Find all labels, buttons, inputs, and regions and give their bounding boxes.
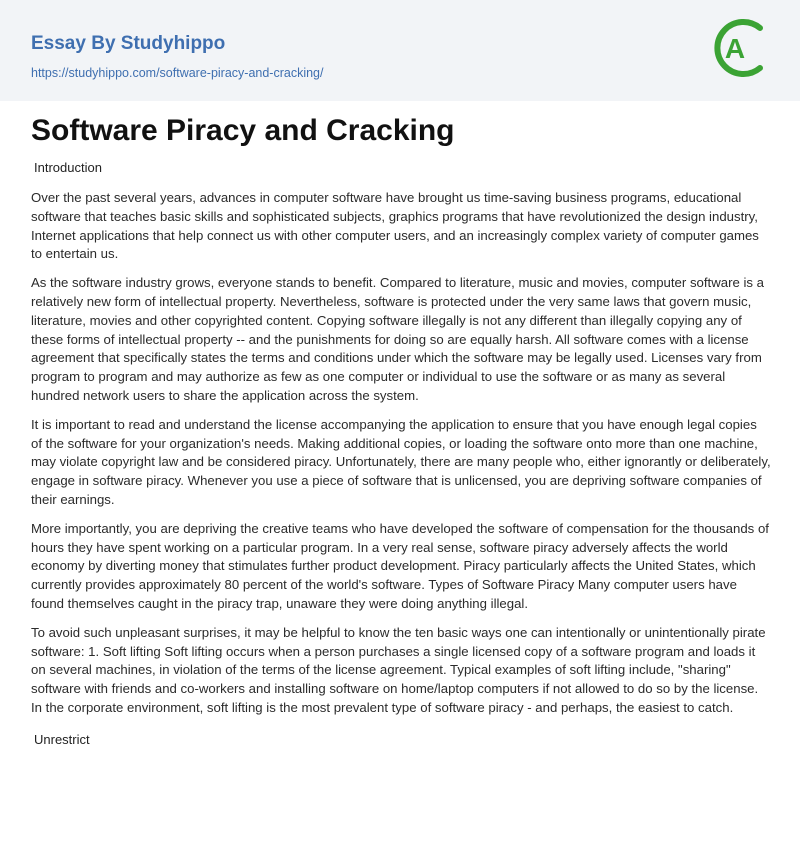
essay-content	[31, 112, 771, 747]
section-label-unrestrict: Unrestrict	[34, 731, 90, 747]
site-header	[0, 0, 800, 101]
essay-title: Software Piracy and Cracking	[31, 114, 455, 147]
studyhippo-logo-icon[interactable]	[712, 14, 770, 82]
essay-paragraph: To avoid such unpleasant surprises, it may be helpful to know the ten basic ways one can intentionally or unintentionally pirate software: 1. Soft lifting Soft lifting occurs when a person purchases a single licensed copy of a software program and loads it on several machines, in violation of the terms of the license agreement. Typical examples of soft lifting include, "sharing" software with friends and co-workers and installing software on home/laptop computers if not allowed to do so by the license. In the corporate environment, soft lifting is the most prevalent type of software piracy - and perhaps, the easiest to catch.	[31, 624, 766, 715]
essay-paragraph: Over the past several years, advances in computer software have brought us time-saving business programs, educational software that teaches basic skills and sophisticated subjects, graphics programs that have revolutionized the design industry, Internet applications that help connect us with other computer users, and an increasingly complex variety of computer games to entertain us.	[31, 190, 759, 262]
section-label-introduction: Introduction	[34, 160, 102, 175]
logo-letter: A	[724, 33, 746, 64]
essay-paragraph: As the software industry grows, everyone stands to benefit. Compared to literature, music and movies, computer software is a relatively new form of intellectual property. Nevertheless, software is protected under the very same laws that govern music, literature, movies and other copyrighted content. Copying software illegally is not any different than illegally copying any of these forms of intellectual property -- and the punishments for doing so are equally harsh. All software comes with a license agreement that specifically states the terms and conditions under which the software may be legally used. Licenses vary from program to program and may authorize as few as one computer or individual to use the software or as many as several hundred network users to share the application across the system.	[31, 275, 764, 403]
source-url-link[interactable]: https://studyhippo.com/software-piracy-and-cracking/	[31, 66, 324, 80]
essay-paragraph: It is important to read and understand the license accompanying the application to ensure that you have enough legal copies of the software for your organization's needs. Making additional copies, or loading the software onto more than one machine, may violate copyright law and be considered piracy. Unfortunately, there are many people who, either ignorantly or deliberately, engage in software piracy. Whenever you use a piece of software that is unlicensed, you are depriving software companies of their earnings.	[31, 416, 771, 507]
essay-paragraph: More importantly, you are depriving the creative teams who have developed the software of compensation for the thousands of hours they have spent working on a particular program. In a very real sense, software piracy adversely affects the world economy by diverting money that stimulates further product development. Piracy particularly affects the United States, which currently provides approximately 80 percent of the world's software. Types of Software Piracy Many computer users have found themselves caught in the piracy trap, unaware they were doing anything illegal.	[31, 520, 769, 611]
brand-title[interactable]: Essay By Studyhippo	[31, 33, 226, 54]
